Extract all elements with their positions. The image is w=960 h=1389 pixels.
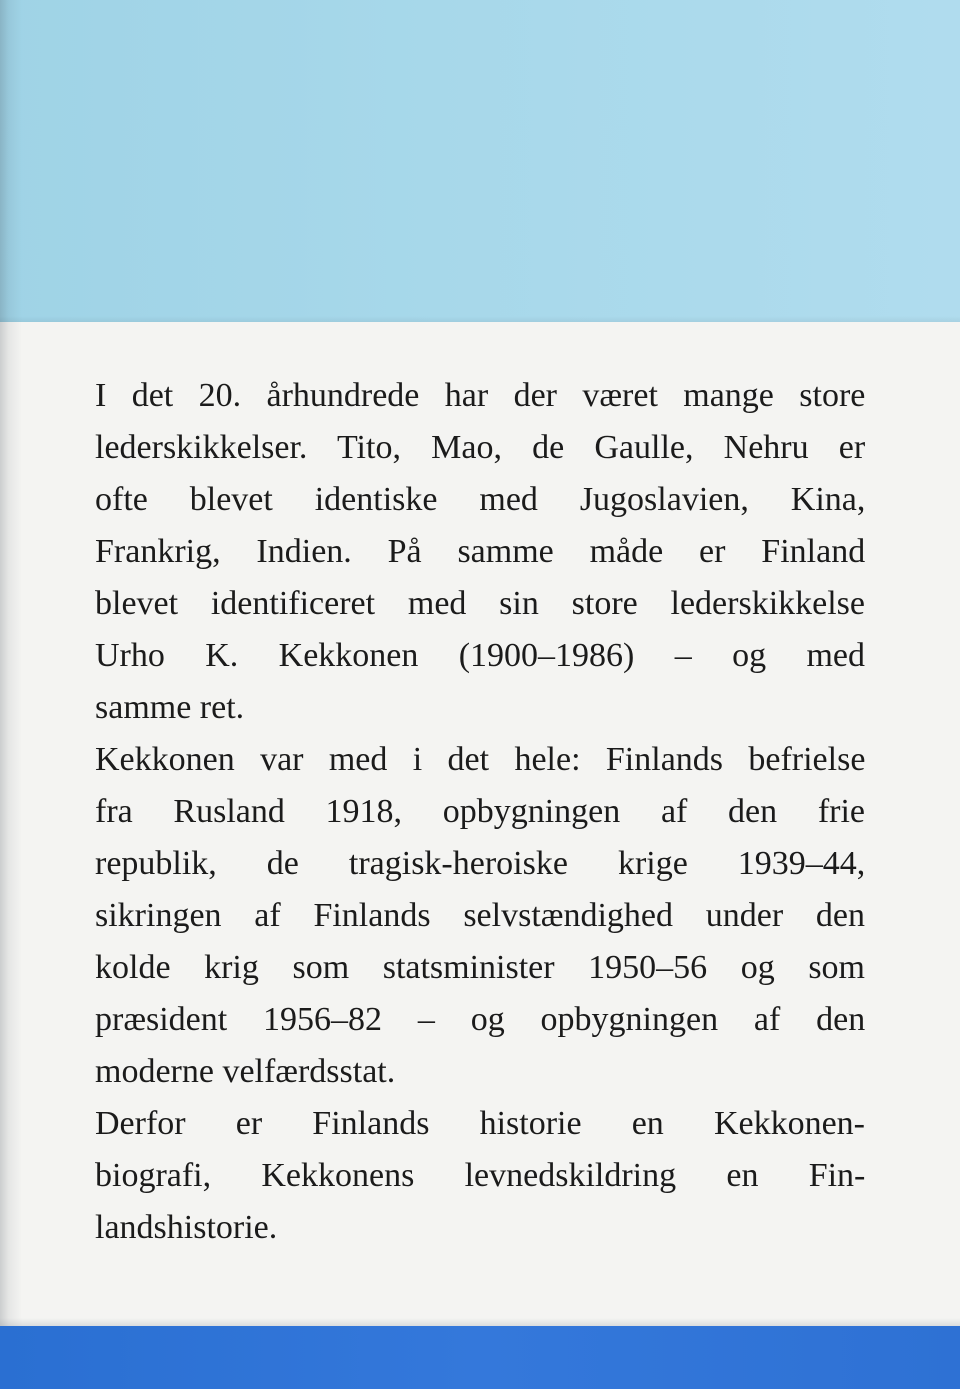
bottom-color-band	[0, 1326, 960, 1389]
text-line: kolde krig som statsminister 1950–56 og som	[95, 949, 865, 986]
top-color-band	[0, 0, 960, 322]
text-line: landshistorie.	[95, 1209, 278, 1246]
bottom-band-edge	[0, 1318, 960, 1326]
text-line: Urho K. Kekkonen (1900–1986) – og med	[95, 637, 865, 674]
blurb-paragraph-3	[95, 1098, 865, 1254]
text-line: lederskikkelser. Tito, Mao, de Gaulle, Nehru er	[95, 429, 866, 466]
text-line: samme ret.	[95, 689, 245, 726]
text-line: Kekkonen var med i det hele: Finlands befrielse	[95, 741, 866, 778]
text-line: sikringen af Finlands selvstændighed under den	[95, 897, 865, 934]
text-line: Frankrig, Indien. På samme måde er Finland	[95, 533, 866, 570]
text-line: Derfor er Finlands historie en Kekkonen-	[95, 1105, 865, 1142]
text-line: blevet identificeret med sin store lederskikkelse	[95, 585, 865, 622]
text-line: biografi, Kekkonens levnedskildring en Fin-	[95, 1157, 866, 1194]
blurb-text	[95, 370, 865, 1254]
text-line: ofte blevet identiske med Jugoslavien, Kina,	[95, 481, 866, 518]
text-line: moderne velfærdsstat.	[95, 1053, 396, 1090]
blurb-paragraph-2	[95, 734, 865, 1098]
text-line: I det 20. århundrede har der været mange store	[95, 377, 866, 414]
text-line: præsident 1956–82 – og opbygningen af den	[95, 1001, 866, 1038]
text-line: republik, de tragisk-heroiske krige 1939–44,	[95, 845, 866, 882]
spine-shadow	[0, 0, 22, 1389]
blurb-paragraph-1	[95, 370, 865, 734]
text-line: fra Rusland 1918, opbygningen af den frie	[95, 793, 865, 830]
